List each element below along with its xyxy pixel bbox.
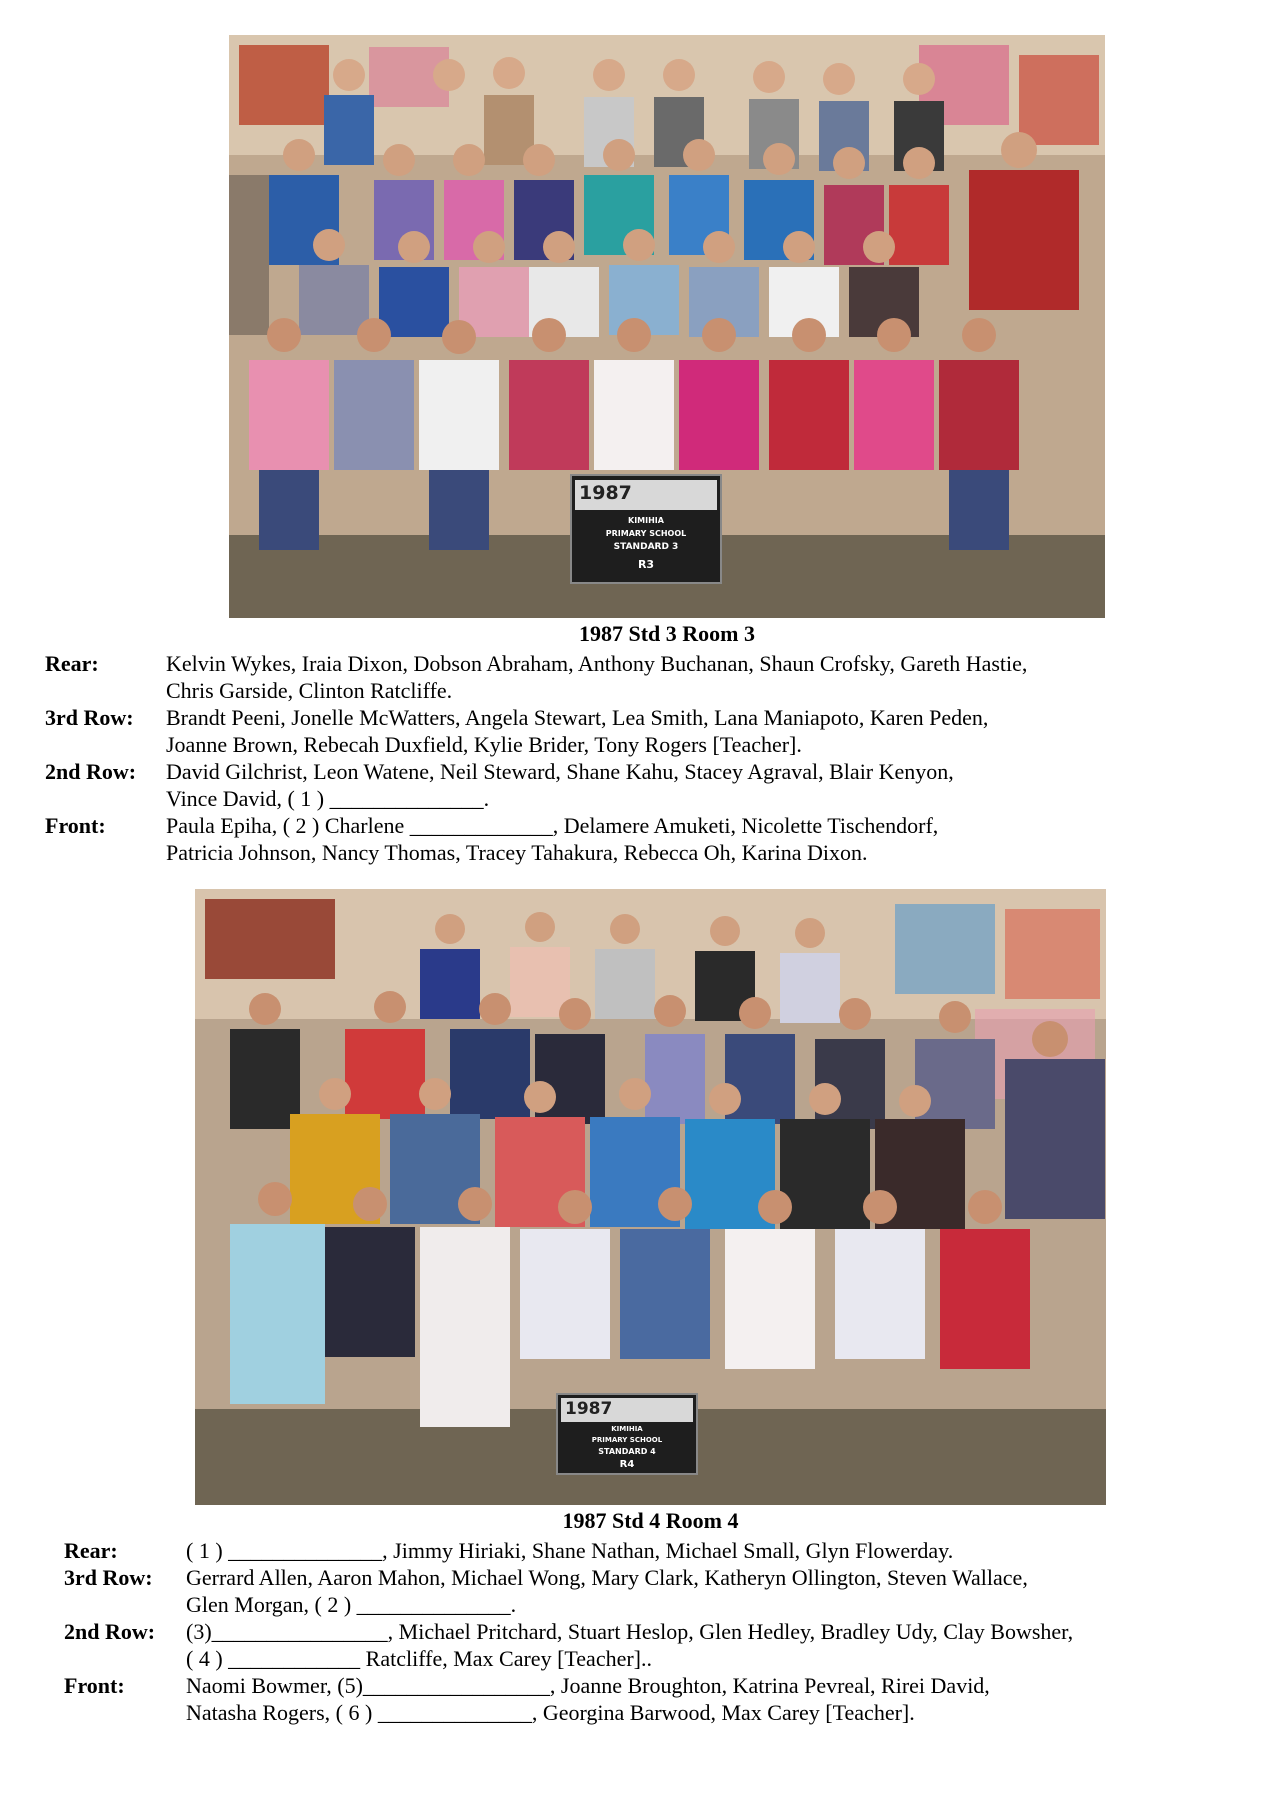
row-names-line: Kelvin Wykes, Iraia Dixon, Dobson Abraham, Anthony Buchanan, Shaun Crofsky, Gareth Hastie, xyxy=(166,651,1028,676)
row-label: Rear: xyxy=(64,1538,118,1563)
row-names-line: Joanne Brown, Rebecah Duxfield, Kylie Brider, Tony Rogers [Teacher]. xyxy=(166,732,802,757)
row-names-line: (3)________________, Michael Pritchard, Stuart Heslop, Glen Hedley, Bradley Udy, Clay Bowsher, xyxy=(186,1619,1074,1644)
row-names-line: Brandt Peeni, Jonelle McWatters, Angela Stewart, Lea Smith, Lana Maniapoto, Karen Peden, xyxy=(166,705,989,730)
roster-row-2nd xyxy=(64,1618,1254,1672)
roster-row-rear xyxy=(45,650,1225,704)
roster-std3-room3 xyxy=(45,650,1225,866)
row-label: 3rd Row: xyxy=(45,705,134,730)
name-board-standard: STANDARD 4 xyxy=(598,1447,656,1456)
name-board-school-line1: KIMIHIA xyxy=(611,1425,643,1433)
row-names-line: Patricia Johnson, Nancy Thomas, Tracey Tahakura, Rebecca Oh, Karina Dixon. xyxy=(166,840,868,865)
row-label: Front: xyxy=(64,1673,125,1698)
roster-row-front xyxy=(45,812,1225,866)
row-names-line: ( 4 ) ____________ Ratcliffe, Max Carey [Teacher].. xyxy=(186,1646,653,1671)
name-board-school-line2: PRIMARY SCHOOL xyxy=(605,529,687,538)
name-board-standard: STANDARD 3 xyxy=(613,542,679,552)
row-names-line: ( 1 ) ______________, Jimmy Hiriaki, Shane Nathan, Michael Small, Glyn Flowerday. xyxy=(186,1538,954,1563)
name-board-school-line1: KIMIHIA xyxy=(628,516,664,525)
name-board-std3 xyxy=(575,480,717,580)
roster-row-front xyxy=(64,1672,1254,1726)
row-label: Rear: xyxy=(45,651,99,676)
row-label: 2nd Row: xyxy=(64,1619,156,1644)
roster-row-3rd xyxy=(45,704,1225,758)
row-names-line: Natasha Rogers, ( 6 ) ______________, Georgina Barwood, Max Carey [Teacher]. xyxy=(186,1700,915,1725)
roster-std4-room4 xyxy=(64,1537,1254,1726)
row-names-line: Chris Garside, Clinton Ratcliffe. xyxy=(166,678,453,703)
row-label: 2nd Row: xyxy=(45,759,137,784)
row-names-line: Paula Epiha, ( 2 ) Charlene _____________, Delamere Amuketi, Nicolette Tischendorf, xyxy=(166,813,939,838)
name-board-school-line2: PRIMARY SCHOOL xyxy=(591,1436,663,1444)
roster-row-rear xyxy=(64,1537,1254,1564)
row-label: 3rd Row: xyxy=(64,1565,153,1590)
row-names-line: Glen Morgan, ( 2 ) ______________. xyxy=(186,1592,517,1617)
name-board-std4 xyxy=(561,1398,693,1474)
name-board-room: R3 xyxy=(637,558,655,571)
name-board-year: 1987 xyxy=(565,1399,613,1419)
caption-std4-room4: 1987 Std 4 Room 4 xyxy=(562,1508,739,1533)
roster-row-2nd xyxy=(45,758,1225,812)
class-photo-std3-room3 xyxy=(229,35,1105,618)
caption-std3-room3: 1987 Std 3 Room 3 xyxy=(578,621,755,646)
row-names-line: David Gilchrist, Leon Watene, Neil Steward, Shane Kahu, Stacey Agraval, Blair Kenyon, xyxy=(166,759,954,784)
row-names-line: Vince David, ( 1 ) ______________. xyxy=(166,786,490,811)
name-board-room: R4 xyxy=(619,1459,635,1470)
class-photo-std4-room4 xyxy=(195,889,1106,1505)
roster-row-3rd xyxy=(64,1564,1254,1618)
row-names-line: Gerrard Allen, Aaron Mahon, Michael Wong, Mary Clark, Katheryn Ollington, Steven Wallace, xyxy=(186,1565,1028,1590)
row-label: Front: xyxy=(45,813,106,838)
name-board-year: 1987 xyxy=(579,482,632,504)
row-names-line: Naomi Bowmer, (5)_________________, Joanne Broughton, Katrina Pevreal, Rirei David, xyxy=(186,1673,990,1698)
